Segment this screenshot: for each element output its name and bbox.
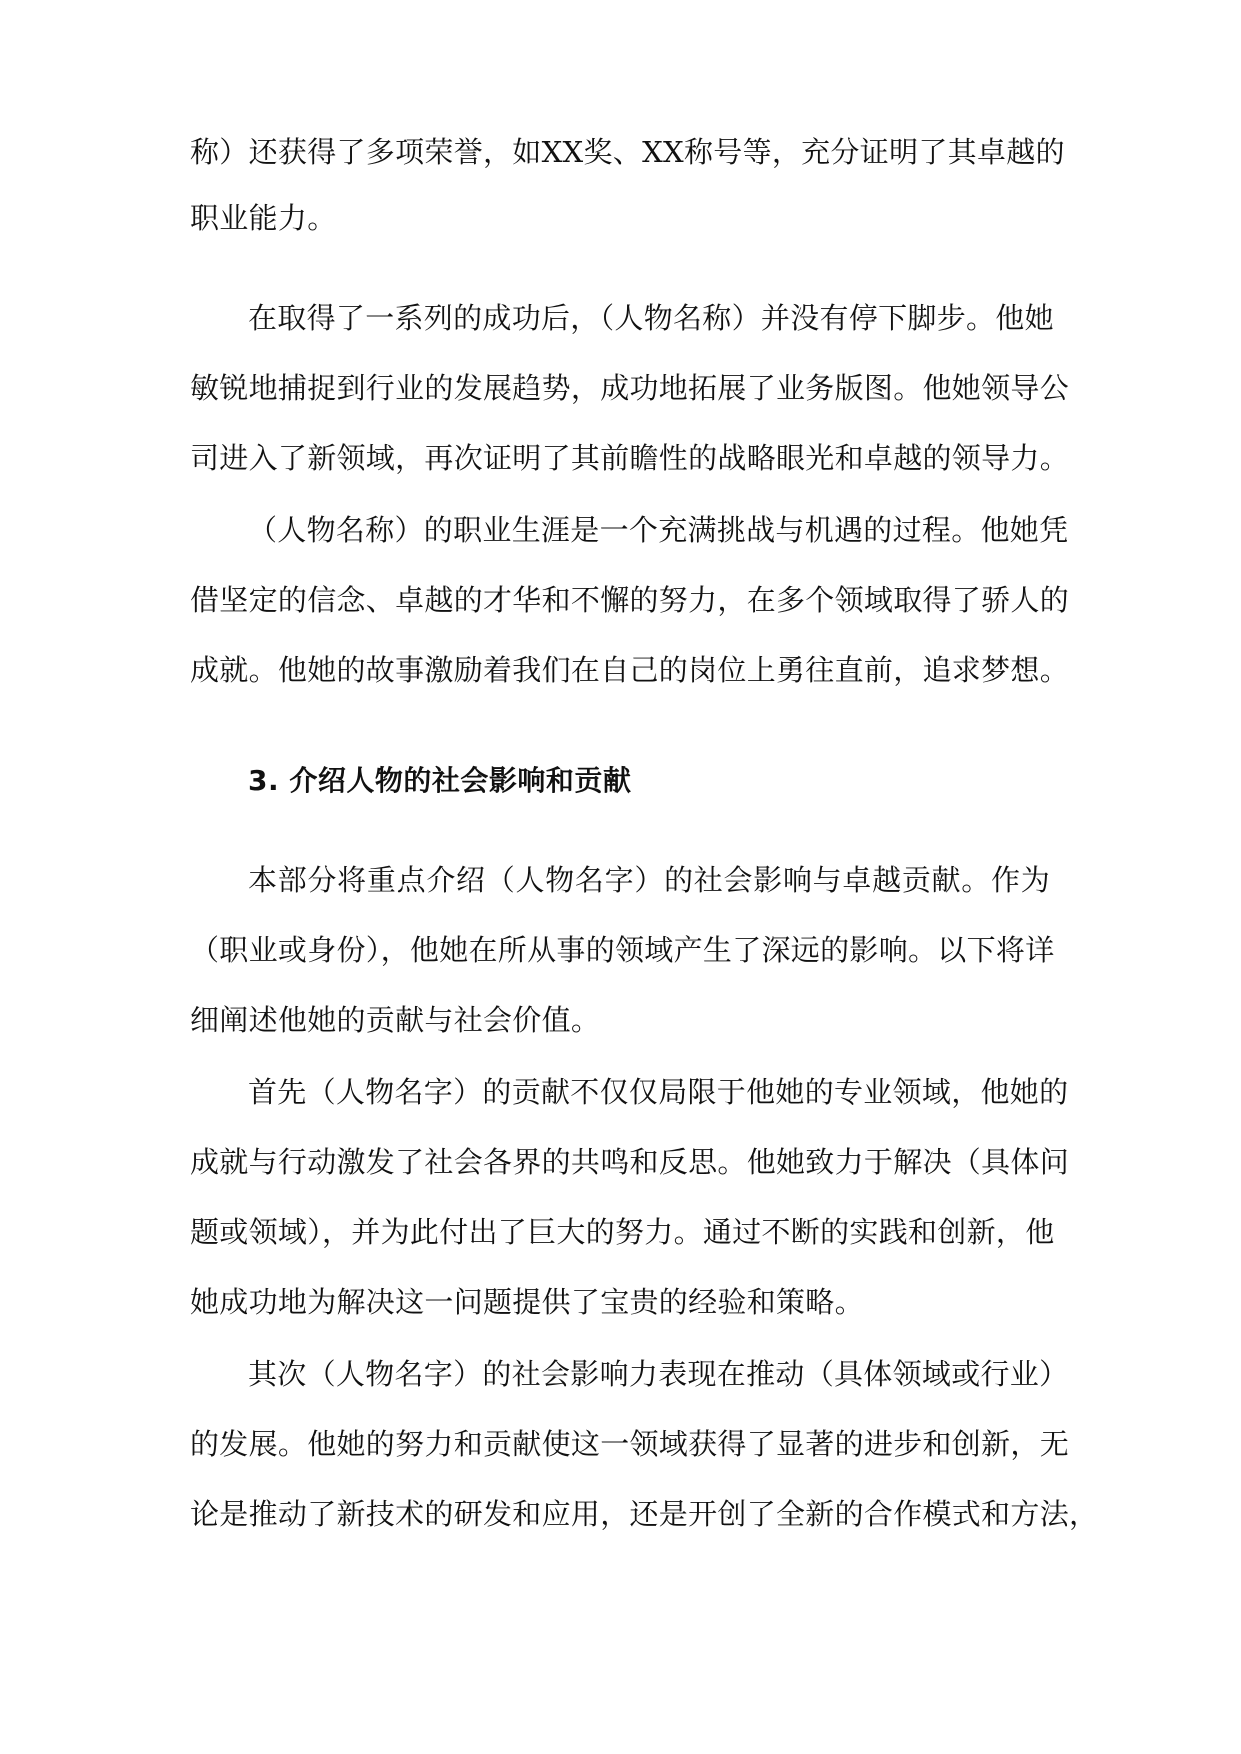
section-heading: 3. 介绍人物的社会影响和贡献 <box>248 764 632 797</box>
paragraph-line: 称）还获得了多项荣誉，如XX奖、XX称号等，充分证明了其卓越的 <box>190 135 1065 169</box>
paragraph-line: 本部分将重点介绍（人物名字）的社会影响与卓越贡献。作为 <box>248 863 1050 897</box>
paragraph-line: 成就。他她的故事激励着我们在自己的岗位上勇往直前，追求梦想。 <box>190 653 1070 687</box>
paragraph-line: 借坚定的信念、卓越的才华和不懈的努力，在多个领域取得了骄人的 <box>190 583 1070 617</box>
paragraph-line: 的发展。他她的努力和贡献使这一领域获得了显著的进步和创新，无 <box>190 1427 1070 1461</box>
paragraph-line: 成就与行动激发了社会各界的共鸣和反思。他她致力于解决（具体问 <box>190 1145 1070 1179</box>
paragraph-line: 职业能力。 <box>190 201 337 235</box>
paragraph-line: （职业或身份），他她在所从事的领域产生了深远的影响。以下将详 <box>190 933 1055 967</box>
paragraph-line: 论是推动了新技术的研发和应用，还是开创了全新的合作模式和方法， <box>190 1497 1099 1531</box>
paragraph-line: 敏锐地捕捉到行业的发展趋势，成功地拓展了业务版图。他她领导公 <box>190 371 1070 405</box>
paragraph-line: 题或领域），并为此付出了巨大的努力。通过不断的实践和创新，他 <box>190 1215 1055 1249</box>
paragraph-line: 首先（人物名字）的贡献不仅仅局限于他她的专业领域，他她的 <box>248 1075 1069 1109</box>
paragraph-line: 其次（人物名字）的社会影响力表现在推动（具体领域或行业） <box>248 1357 1069 1391</box>
paragraph-line: 在取得了一系列的成功后，（人物名称）并没有停下脚步。他她 <box>248 301 1054 335</box>
paragraph-line: 她成功地为解决这一问题提供了宝贵的经验和策略。 <box>190 1285 864 1319</box>
paragraph-line: 司进入了新领域，再次证明了其前瞻性的战略眼光和卓越的领导力。 <box>190 441 1070 475</box>
paragraph-line: 细阐述他她的贡献与社会价值。 <box>190 1003 601 1037</box>
paragraph-line: （人物名称）的职业生涯是一个充满挑战与机遇的过程。他她凭 <box>248 513 1069 547</box>
